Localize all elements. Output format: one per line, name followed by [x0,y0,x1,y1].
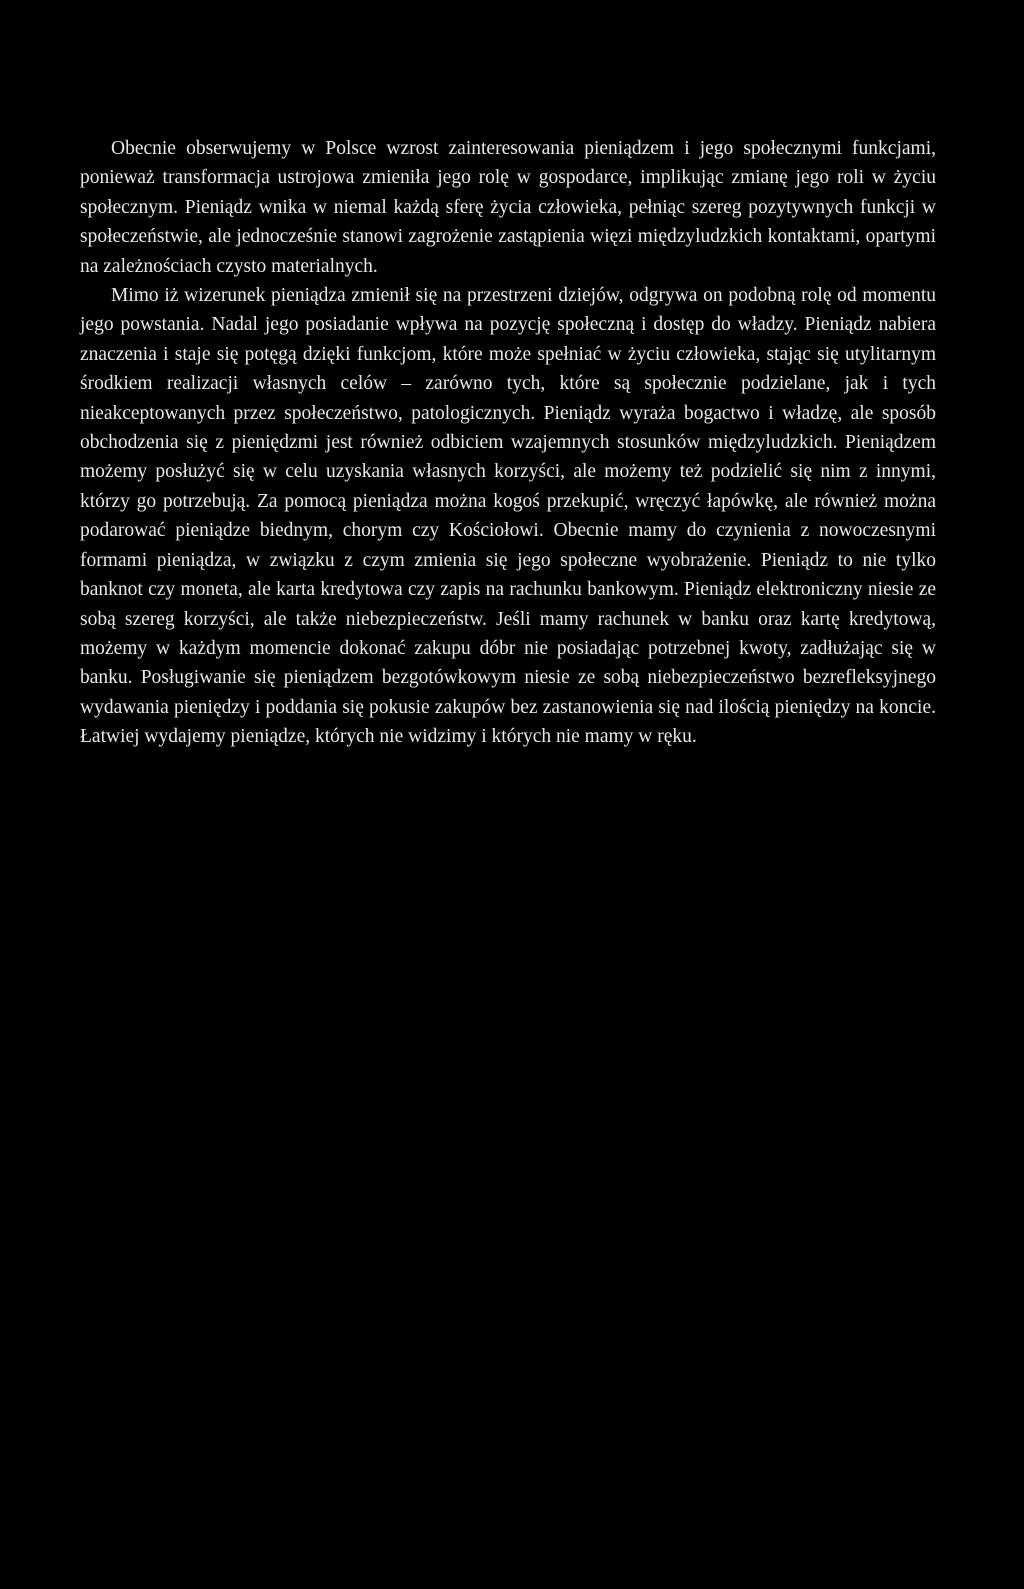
paragraph-2: Mimo iż wizerunek pieniądza zmienił się na przestrzeni dziejów, odgrywa on podobną rolę od momentu jego powstania. Nadal jego posiadanie wpływa na pozycję społeczną i dostęp do władzy. Pieniądz nabiera znaczenia i staje się potęgą dzięki funkcjom, które może spełniać w życiu człowieka, stając się utylitarnym środkiem realizacji własnych celów – zarówno tych, które są społecznie podzielane, jak i tych nieakceptowanych przez społeczeństwo, patologicznych. Pieniądz wyraża bogactwo i władzę, ale sposób obchodzenia się z pieniędzmi jest również odbiciem wzajemnych stosunków międzyludzkich. Pieniądzem możemy posłużyć się w celu uzyskania własnych korzyści, ale możemy też podzielić się nim z innymi, którzy go potrzebują. Za pomocą pieniądza można kogoś przekupić, wręczyć łapówkę, ale również można podarować pieniądze biednym, chorym czy Kościołowi. Obecnie mamy do czynienia z nowoczesnymi formami pieniądza, w związku z czym zmienia się jego społeczne wyobrażenie. Pieniądz to nie tylko banknot czy moneta, ale karta kredytowa czy zapis na rachunku bankowym. Pieniądz elektroniczny niesie ze sobą szereg korzyści, ale także niebezpieczeństw. Jeśli mamy rachunek w banku oraz kartę kredytową, możemy w każdym momencie dokonać zakupu dóbr nie posiadając potrzebnej kwoty, zadłużając się w banku. Posługiwanie się pieniądzem bezgotówkowym niesie ze sobą niebezpieczeństwo bezrefleksyjnego wydawania pieniędzy i poddania się pokusie zakupów bez zastanowienia się nad ilością pieniędzy na koncie. Łatwiej wydajemy pieniądze, których nie widzimy i których nie mamy w ręku. [80,285,936,748]
body-text [80,134,936,752]
paragraph-1: Obecnie obserwujemy w Polsce wzrost zainteresowania pieniądzem i jego społecznymi funkcjami, ponieważ transformacja ustrojowa zmieniła jego rolę w gospodarce, implikując zmianę jego roli w życiu społecznym. Pieniądz wnika w niemal każdą sferę życia człowieka, pełniąc szereg pozytywnych funkcji w społeczeństwie, ale jednocześnie stanowi zagrożenie zastąpienia więzi międzyludzkich kontaktami, opartymi na zależnościach czysto materialnych. [80,138,936,277]
